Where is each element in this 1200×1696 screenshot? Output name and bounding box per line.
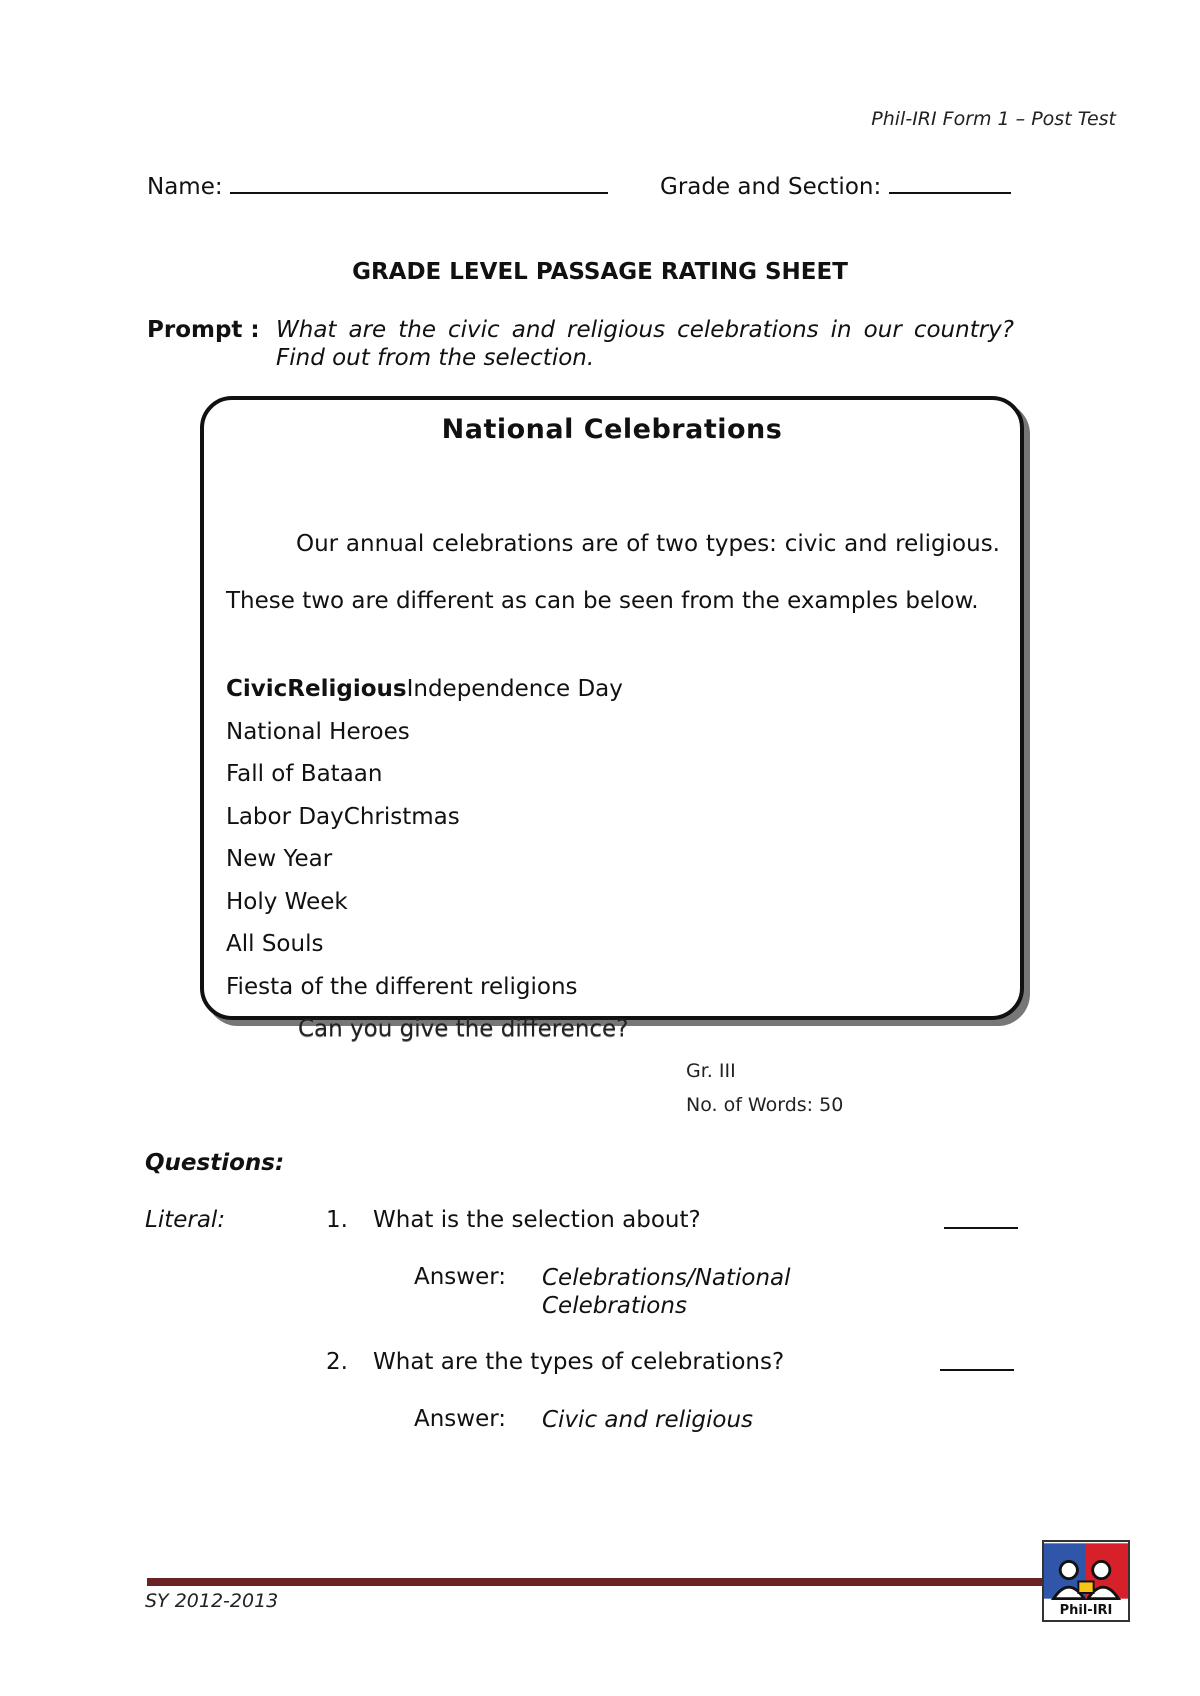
page-title: GRADE LEVEL PASSAGE RATING SHEET — [352, 259, 848, 285]
phil-iri-logo — [1042, 1540, 1130, 1622]
celebration-list — [226, 668, 623, 1008]
list-item: Labor DayChristmas — [226, 803, 460, 830]
list-item: Fall of Bataan — [226, 761, 383, 787]
list-item: New Year — [226, 846, 333, 872]
passage-title: National Celebrations — [441, 414, 783, 445]
list-item: Holy Week — [226, 888, 348, 915]
religious-header: Religious — [287, 676, 407, 702]
passage-paragraph — [226, 516, 1000, 630]
list-item: All Souls — [226, 931, 324, 957]
school-year: SY 2012-2013 — [145, 1590, 279, 1612]
name-blank[interactable] — [230, 172, 608, 194]
civic-header: Civic — [226, 676, 288, 702]
answer-text: Celebrations/National Celebrations — [542, 1265, 791, 1319]
footer-divider — [147, 1578, 1057, 1586]
score-blank[interactable] — [940, 1369, 1014, 1371]
grade-section-field[interactable] — [660, 172, 1011, 200]
word-count: No. of Words: 50 — [686, 1094, 844, 1116]
grade-level: Gr. III — [686, 1060, 736, 1082]
passage-paragraph-text: Our annual celebrations are of two types: civic and religious. These two are different as can be seen from the examples below. — [226, 531, 1000, 614]
question-text: What is the selection about? — [373, 1207, 701, 1233]
logo-text: Phil-IRI — [1059, 1603, 1113, 1618]
prompt-text: What are the civic and religious celebrations in our country? Find out from the selection. — [276, 317, 1014, 371]
answer-label: Answer: — [414, 1406, 507, 1432]
list-item: Fiesta of the different religions — [226, 973, 578, 1000]
question-category: Literal: — [145, 1207, 226, 1233]
name-label: Name: — [147, 174, 223, 200]
answer-label: Answer: — [414, 1264, 507, 1290]
list-item: National Heroes — [226, 718, 410, 745]
question-number: 2. — [326, 1349, 348, 1375]
questions-title: Questions: — [145, 1150, 285, 1176]
grade-section-label: Grade and Section: — [660, 174, 882, 200]
grade-section-blank[interactable] — [889, 172, 1011, 194]
answer-text: Civic and religious — [542, 1407, 753, 1433]
prompt-label: Prompt : — [147, 317, 260, 343]
score-blank[interactable] — [944, 1227, 1018, 1229]
question-number: 1. — [326, 1207, 348, 1233]
phil-iri-logo-icon — [1044, 1542, 1128, 1600]
passage-closing: Can you give the difference? — [298, 1016, 629, 1042]
form-label: Phil-IRI Form 1 – Post Test — [871, 108, 1116, 130]
question-text: What are the types of celebrations? — [373, 1349, 785, 1375]
list-item: CivicReligiousIndependence Day — [226, 676, 623, 702]
name-field[interactable] — [147, 172, 608, 200]
